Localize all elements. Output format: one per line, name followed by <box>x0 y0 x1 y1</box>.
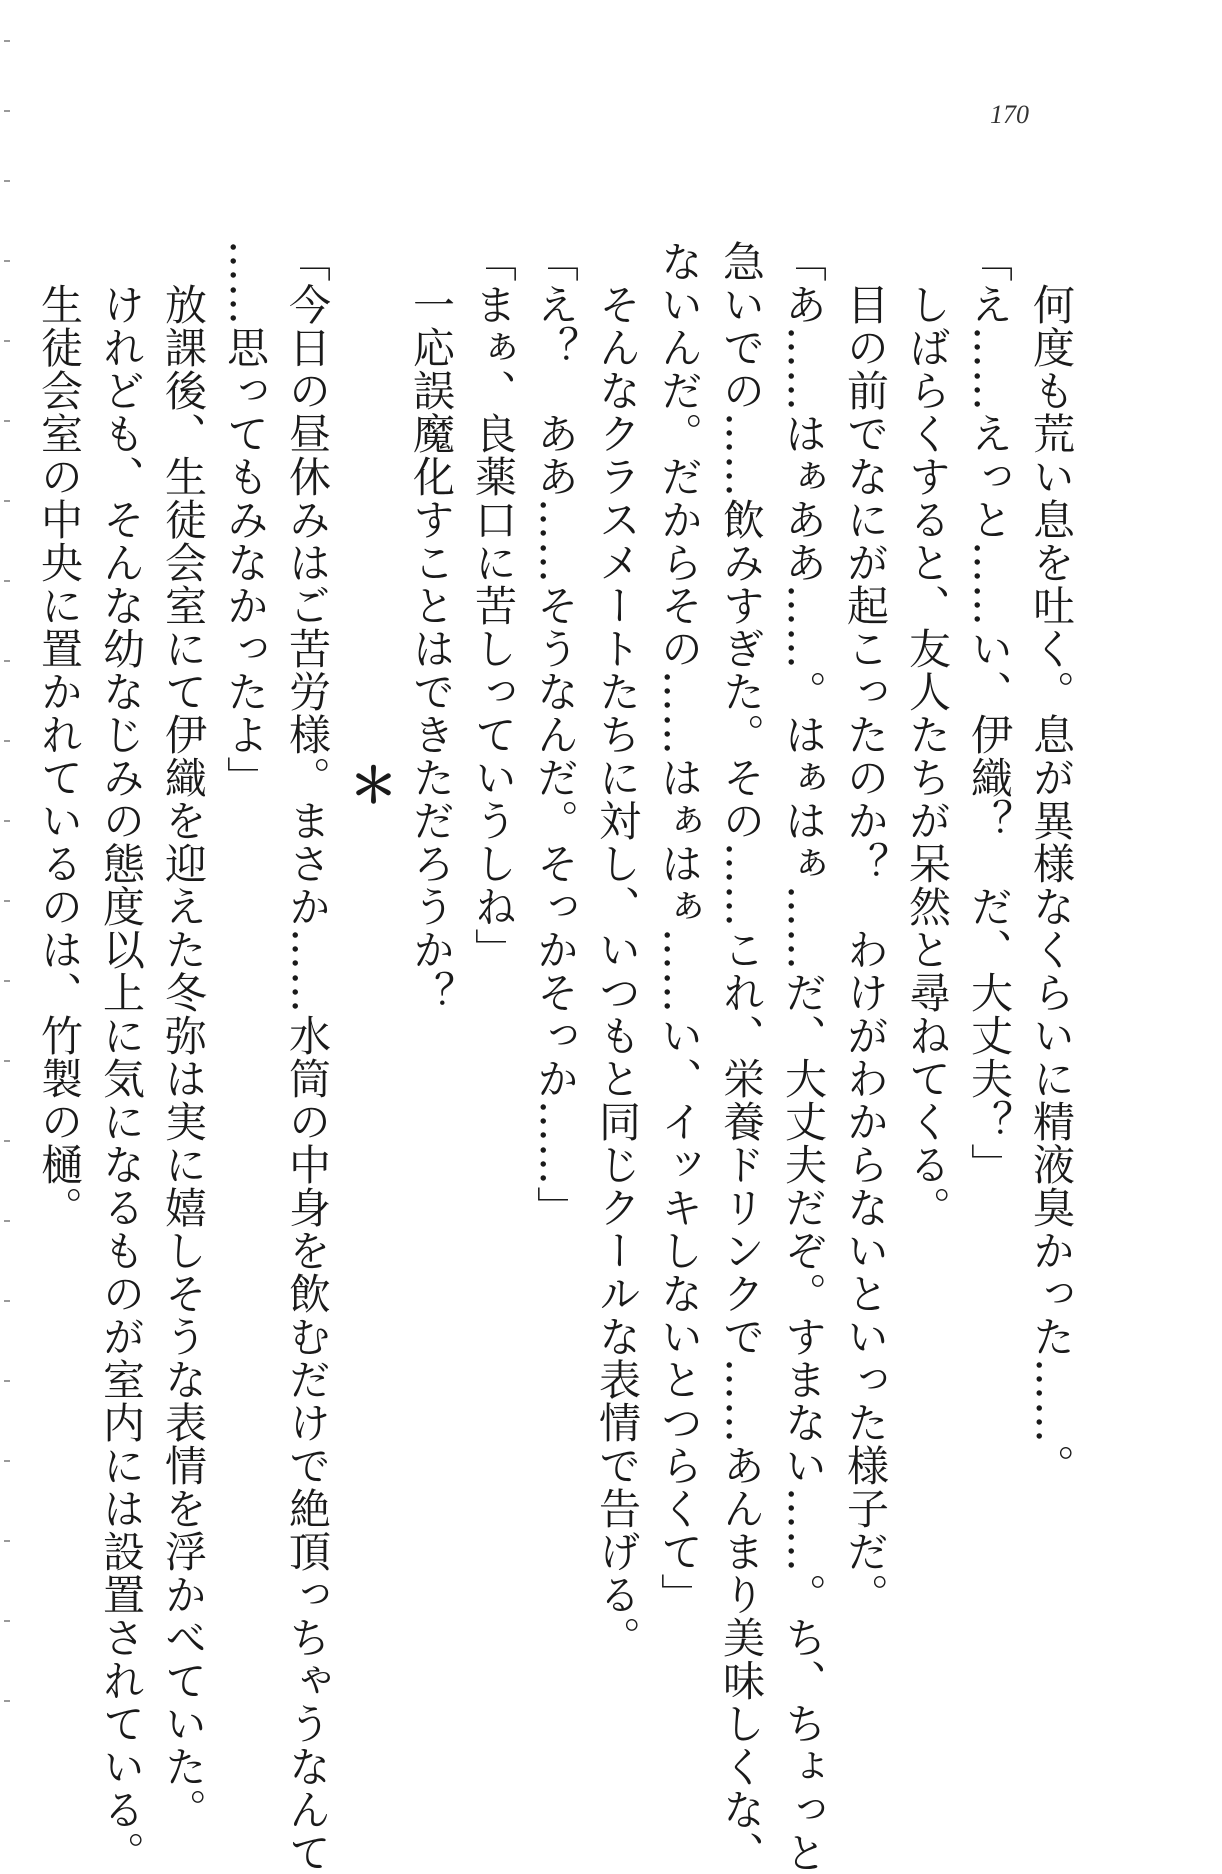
scene-break-asterisk: ＊ <box>341 760 397 809</box>
text-line: 「え？ ああ……そうなんだ。そっかそっか……」 <box>531 240 580 1229</box>
text-line: 放課後、生徒会室にて伊織を迎えた冬弥は実に嬉しそうな表情を浮かべていた。 <box>159 240 208 1831</box>
text-line: 「え……えっと……い、伊織？ だ、大丈夫？」 <box>965 240 1014 1186</box>
text-line: そんなクラスメートたちに対し、いつもと同じクールな表情で告げる。 <box>593 240 642 1659</box>
text-line: ないんだ。だからその……はぁはぁ……い、イッキしないとつらくて」 <box>655 240 704 1616</box>
text-line: 急いでの……飲みすぎた。その……これ、栄養ドリンクで……あんまり美味しくな、 <box>717 240 766 1874</box>
text-line: 「今日の昼休みはご苦労様。まさか……水筒の中身を飲むだけで絶頂っちゃうなんて <box>283 240 332 1874</box>
page-number: 170 <box>990 100 1029 129</box>
text-line: 目の前でなにが起こったのか？ わけがわからないといった様子だ。 <box>841 240 890 1616</box>
text-line: ……思ってもみなかったよ」 <box>221 240 270 799</box>
text-line: 「まぁ、良薬口に苦しっていうしね」 <box>469 240 518 971</box>
novel-text-column <box>28 240 1082 1874</box>
text-line: 生徒会室の中央に置かれているのは、竹製の樋。 <box>35 240 84 1229</box>
text-line: しばらくすると、友人たちが呆然と尋ねてくる。 <box>903 240 952 1229</box>
text-line: けれども、そんな幼なじみの態度以上に気になるものが室内には設置されている。 <box>97 240 146 1874</box>
text-line: 「あ……はぁああ……。はぁはぁ……だ、大丈夫だぞ。すまない……。ち、ちょっと <box>779 240 828 1874</box>
page-edge-marks <box>0 0 16 1767</box>
text-line: 一応誤魔化すことはできただろうか？ <box>407 240 456 1014</box>
text-line: 何度も荒い息を吐く。息が異様なくらいに精液臭かった……。 <box>1027 240 1076 1487</box>
